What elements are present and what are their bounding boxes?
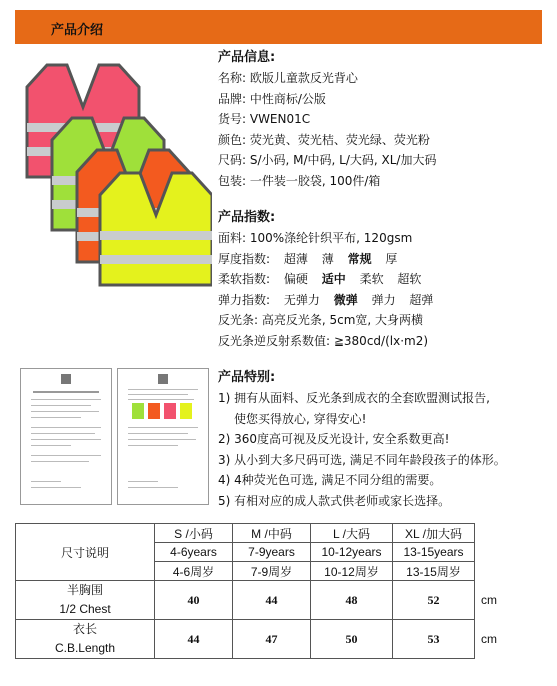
vests-image (22, 55, 212, 300)
size-years: 10-12years (311, 543, 393, 562)
thickness-option: 薄 (321, 251, 334, 266)
length-value: 50 (311, 620, 393, 659)
softness-index (218, 269, 443, 290)
chest-value: 44 (233, 581, 311, 620)
coefficient-line: 反光条逆反射系数值: ≧380cd/(lx·m2) (218, 333, 429, 348)
size-header: XL /加大码 (393, 524, 475, 543)
elasticity-option-selected: 微弹 (333, 292, 358, 307)
thickness-option: 厚 (385, 251, 398, 266)
row-label-length (16, 620, 155, 659)
size-table-label: 尺寸说明 (16, 524, 155, 581)
row-label-chest (16, 581, 155, 620)
info-line: 尺码: S/小码, M/中码, L/大码, XL/加大码 (218, 153, 437, 167)
info-line: 包装: 一件装一胶袋, 100件/箱 (218, 173, 381, 188)
fabric-line: 面料: 100%涤纶针织平布, 120gsm (218, 231, 413, 245)
size-age: 4-6周岁 (155, 562, 233, 581)
table-row (16, 620, 522, 659)
features-title: 产品特别: (218, 370, 276, 385)
feature-item: 2) 360度高可视及反光设计, 安全系数更高! (218, 432, 450, 446)
elasticity-label: 弹力指数: (218, 292, 271, 307)
size-header: L /大码 (311, 524, 393, 543)
size-age: 13-15周岁 (393, 562, 475, 581)
report-page-1-icon (21, 369, 111, 504)
info-line: 品牌: 中性商标/公版 (218, 91, 326, 106)
chest-value: 48 (311, 581, 393, 620)
index-title: 产品指数: (218, 210, 276, 225)
size-years: 4-6years (155, 543, 233, 562)
section-header (15, 10, 542, 44)
reflective-line: 反光条: 高亮反光条, 5cm宽, 大身两横 (218, 313, 424, 327)
section-title: 产品介绍 (51, 23, 104, 38)
softness-option: 偏硬 (283, 272, 308, 286)
feature-item: 3) 从小到大多尺码可选, 满足不同年龄段孩子的体形。 (218, 452, 506, 467)
report-page-2-icon (118, 369, 208, 504)
product-info (218, 47, 436, 191)
thickness-option-selected: 常规 (347, 251, 372, 266)
size-age: 7-9周岁 (233, 562, 311, 581)
elasticity-index (218, 290, 443, 311)
elasticity-option: 超弹 (409, 292, 434, 307)
info-line: 货号: VWEN01C (218, 112, 311, 126)
size-table (15, 523, 522, 659)
row-label-en: C.B.Length (54, 641, 116, 655)
thickness-label: 厚度指数: (218, 251, 271, 266)
row-label-cn: 衣长 (72, 622, 97, 636)
size-header: M /中码 (233, 524, 311, 543)
size-header: S /小码 (155, 524, 233, 543)
test-report-image (117, 368, 209, 505)
feature-item: 使您买得放心, 穿得安心! (234, 411, 367, 426)
product-features (218, 367, 506, 511)
test-report-image (20, 368, 112, 505)
info-title: 产品信息: (218, 50, 276, 65)
size-age: 10-12周岁 (311, 562, 393, 581)
feature-item: 1) 拥有从面料、反光条到成衣的全套欧盟测试报告, (218, 391, 490, 405)
size-years: 7-9years (233, 543, 311, 562)
size-years: 13-15years (393, 543, 475, 562)
feature-item: 4) 4种荧光色可选, 满足不同分组的需要。 (218, 473, 442, 487)
info-line: 颜色: 荧光黄、荧光桔、荧光绿、荧光粉 (218, 132, 430, 147)
elasticity-option: 弹力 (371, 292, 396, 307)
length-value: 47 (233, 620, 311, 659)
softness-option: 超软 (397, 272, 422, 286)
softness-option-selected: 适中 (321, 272, 346, 286)
feature-item: 5) 有相对应的成人款式供老师或家长选择。 (218, 493, 451, 508)
info-line: 名称: 欧版儿童款反光背心 (218, 71, 358, 85)
length-value: 53 (393, 620, 475, 659)
softness-label: 柔软指数: (218, 272, 271, 286)
row-label-cn: 半胸围 (66, 583, 103, 597)
chest-value: 52 (393, 581, 475, 620)
table-row (16, 581, 522, 620)
chest-value: 40 (155, 581, 233, 620)
unit-label: cm (481, 593, 497, 607)
elasticity-option: 无弹力 (283, 292, 320, 307)
thickness-option: 超薄 (283, 251, 308, 266)
length-value: 44 (155, 620, 233, 659)
row-label-en: 1/2 Chest (59, 602, 111, 616)
product-index (218, 207, 443, 351)
softness-option: 柔软 (359, 272, 384, 286)
thickness-index (218, 249, 443, 270)
unit-label: cm (481, 632, 497, 646)
